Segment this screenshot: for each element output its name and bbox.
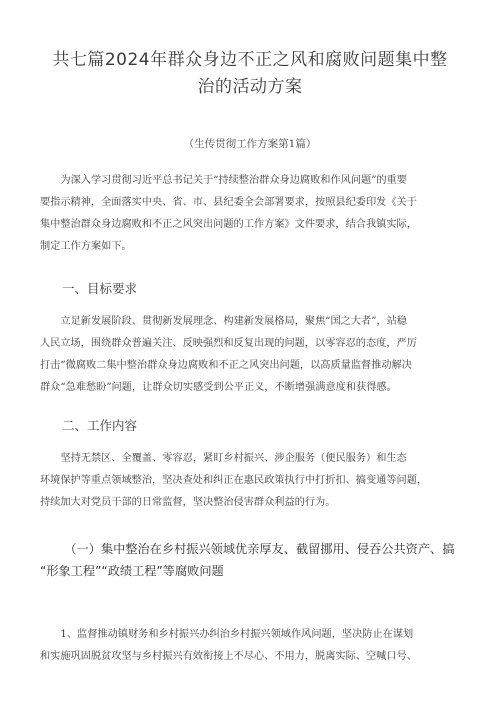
title-line-2: 治的活动方案 [197, 77, 303, 97]
item-1-line: 1、监督推动镇财务和乡村振兴办纠治乡村振兴领域作风问题，坚决防止在谋划 [60, 629, 414, 640]
section-heading-content: 二、工作内容 [62, 418, 138, 433]
content-line: 持续加大对党员干部的日常监督，坚决整治侵害群众利益的行为。 [40, 497, 336, 508]
content-line: 环境保护等重点领域整治，坚决查处和纠正在惠民政策执行中打折扣、搞变通等问题， [40, 475, 428, 486]
goals-line: 打击“微腐败二集中整治群众身边腐败和不正之风突出问题，以高质量监督推动解决 [40, 360, 412, 371]
intro-paragraph [40, 170, 460, 258]
goals-line: 立足新发展阶段、贯彻新发展理念、构建新发展格局，聚焦“国之大者”，站稳 [60, 316, 407, 327]
goals-line: 人民立场，围绕群众普遍关注、反映强烈和反复出现的问题，以零容忍的态度，严厉 [40, 338, 417, 349]
intro-line: 要指示精神，全面落实中央、省、市、县纪委全会部署要求，按照县纪委印发《关于 [40, 197, 417, 208]
document-title [30, 47, 470, 101]
subheading-line: “形象工程”“政绩工程”等腐败问题 [40, 564, 224, 578]
intro-line: 集中整治群众身边腐败和不正之风突出问题的工作方案》文件要求，结合我镇实际， [40, 219, 417, 230]
item-1-paragraph [40, 624, 460, 668]
document-subtitle: （生传贯彻工作方案第1篇） [183, 138, 317, 150]
goals-paragraph [40, 311, 460, 399]
intro-line: 制定工作方案如下。 [40, 241, 132, 252]
subheading-line: （一）集中整治在乡村振兴领域优亲厚友、截留挪用、侵吞公共资产、搞 [64, 542, 455, 556]
item-1-line: 和实施巩固脱贫攻坚与乡村振兴有效衔接上不尽心、不用力，脱离实际、空喊口号、 [40, 651, 417, 662]
content-line: 坚持无禁区、全覆盖、零容忍，紧盯乡村振兴、涉企服务（便民服务）和生态 [60, 453, 407, 464]
subsection-heading [40, 538, 465, 582]
intro-line: 为深入学习贯彻习近平总书记关于“持续整治群众身边腐败和作风问题”的重要 [60, 175, 407, 186]
content-paragraph [40, 448, 460, 514]
goals-line: 群众“急难愁盼”问题，让群众切实感受到公平正义，不断增强满意度和获得感。 [40, 382, 397, 393]
title-line-1: 共七篇2024年群众身边不正之风和腐败问题集中整 [52, 50, 448, 70]
section-heading-goals: 一、目标要求 [62, 281, 138, 296]
